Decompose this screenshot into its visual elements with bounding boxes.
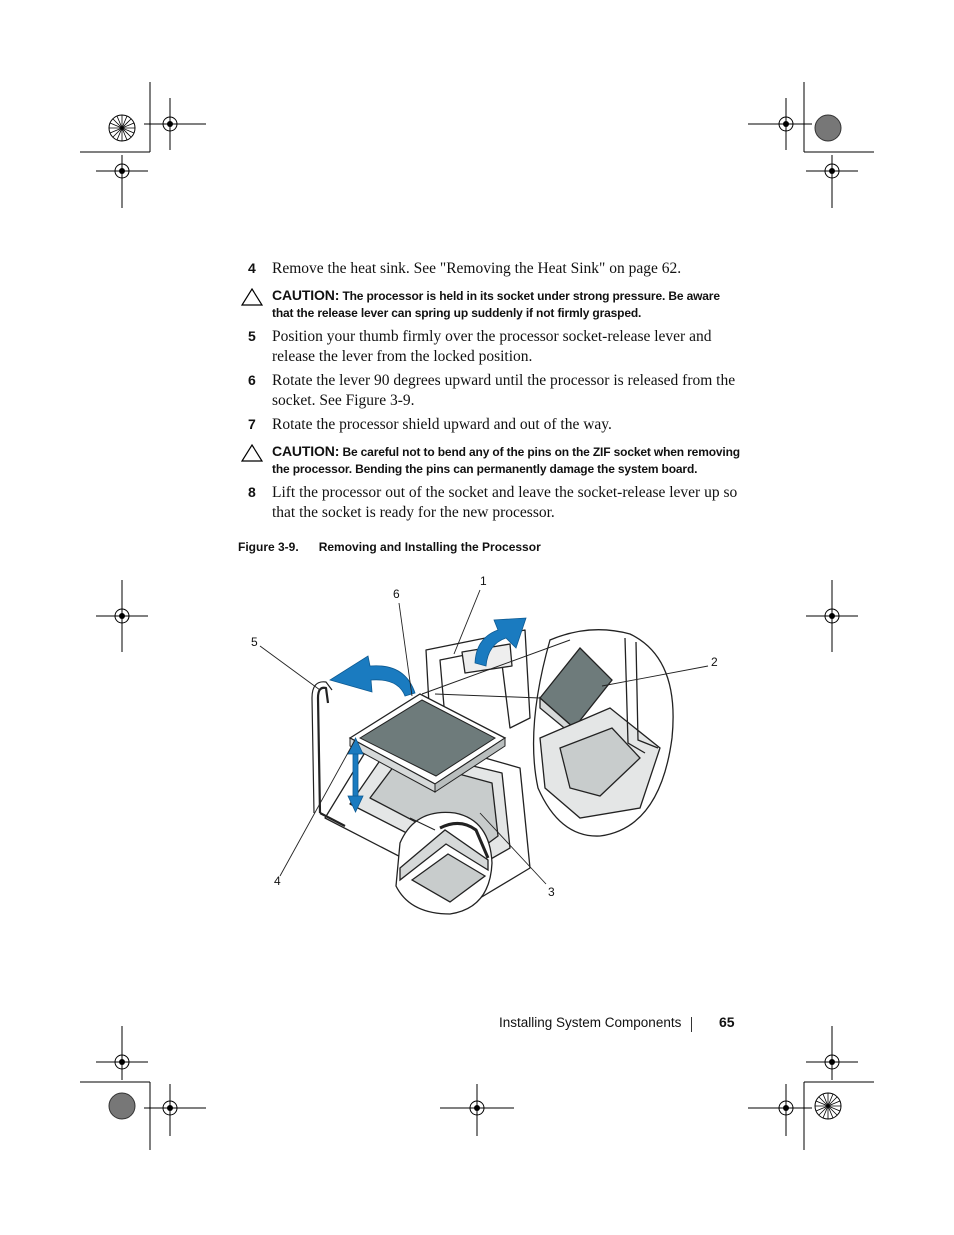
step-number: 5 (248, 328, 256, 344)
caution-text: The processor is held in its socket under strong pressure. Be aware that the release lever can spring up suddenly if not firmly grasped. (272, 289, 720, 320)
processor-illustration (240, 568, 720, 928)
caution-icon (240, 443, 264, 463)
caution-label: CAUTION: (272, 287, 340, 303)
step-text: Rotate the lever 90 degrees upward until the processor is released from the socket. See Figure 3-9. (272, 372, 736, 409)
step-number: 7 (248, 416, 256, 432)
footer-section-title: Installing System Components (499, 1015, 682, 1030)
step-text: Position your thumb firmly over the processor socket-release lever and release the lever from the locked position. (272, 328, 712, 365)
callout-4: 4 (274, 874, 281, 888)
step-number: 6 (248, 372, 256, 388)
step-text: Rotate the processor shield upward and out of the way. (272, 416, 612, 433)
footer-divider (691, 1017, 692, 1032)
caution-text: Be careful not to bend any of the pins on the ZIF socket when removing the processor. Bending the pins can permanently damage the system board. (272, 445, 740, 476)
caution-label: CAUTION: (272, 443, 340, 459)
step-number: 4 (248, 260, 256, 276)
callout-5: 5 (251, 635, 258, 649)
callout-1: 1 (480, 574, 487, 588)
step-text: Lift the processor out of the socket and leave the socket-release lever up so that the socket is ready for the new processor. (272, 484, 738, 521)
callout-2: 2 (711, 655, 718, 669)
caution-icon (240, 287, 264, 307)
step-text: Remove the heat sink. See "Removing the Heat Sink" on page 62. (272, 260, 682, 277)
figure-caption (238, 540, 541, 554)
callout-6: 6 (393, 587, 400, 601)
step-number: 8 (248, 484, 256, 500)
figure-title: Removing and Installing the Processor (318, 540, 541, 554)
figure-label: Figure 3-9. (238, 540, 299, 554)
page-number: 65 (719, 1014, 735, 1030)
callout-3: 3 (548, 885, 555, 899)
